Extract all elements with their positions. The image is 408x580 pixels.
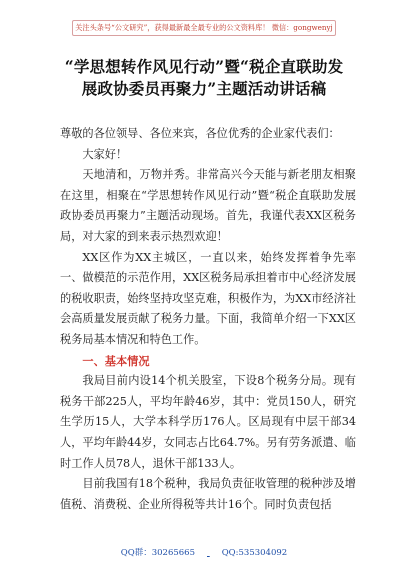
paragraph-staff-stats: 我局目前内设14个机关股室，下设8个税务分局。现有税务干部225人，平均年龄46岁，其中：党员150人，研究生学历15人，大学本科学历176人。区局现有中层干部34人，平均年龄44岁，女同志占比64.7%。另有劳务派遣、临时工作人员78人，退休干部133人。 (60, 374, 356, 470)
paragraph-district-intro: XX区作为XX主城区，一直以来，始终发挥着争先率一、做模范的示范作用，XX区税务局承担着市中心经济发展的税收职责，始终坚持攻坚克难，积极作为，为XX市经济社会高质量发展贡献了税务力量。下面，我简单介绍一下XX区税务局基本情况和特色工作。 (60, 250, 356, 346)
promo-banner-text: 关注头条号“公文研究”，获得最新最全最专业的公文资料库！ 微信：gongwenyj (75, 23, 333, 32)
footer-qq[interactable]: QQ:535304092 (221, 548, 288, 558)
title-line-1: “学思想转作风见行动”暨“税企直联助发 (64, 57, 344, 76)
greeting: 大家好！ (82, 147, 128, 161)
footer-qq-group[interactable]: QQ群：30265665 (120, 548, 195, 558)
paragraph-tax-types: 目前我国有18个税种，我局负责征收管理的税种涉及增值税、消费税、企业所得税等共计16个。同时负责包括 (60, 477, 356, 511)
promo-banner[interactable] (72, 20, 336, 36)
paragraph-opening: 天地清和，万物并秀。非常高兴今天能与新老朋友相聚在这里，相聚在“学思想转作风见行动”暨“税企直联助发展政协委员再聚力”主题活动现场。首先，我谨代表XX区税务局，对大家的到来表示热烈欢迎！ (60, 168, 356, 243)
document-body (60, 124, 356, 515)
footer-contact[interactable] (0, 546, 408, 558)
document-title (40, 56, 368, 100)
title-line-2: 展政协委员再聚力”主题活动讲话稿 (81, 79, 327, 98)
section-heading-basic-info: 一、基本情况 (82, 353, 150, 368)
salutation: 尊敬的各位领导、各位来宾，各位优秀的企业家代表们： (60, 127, 340, 140)
